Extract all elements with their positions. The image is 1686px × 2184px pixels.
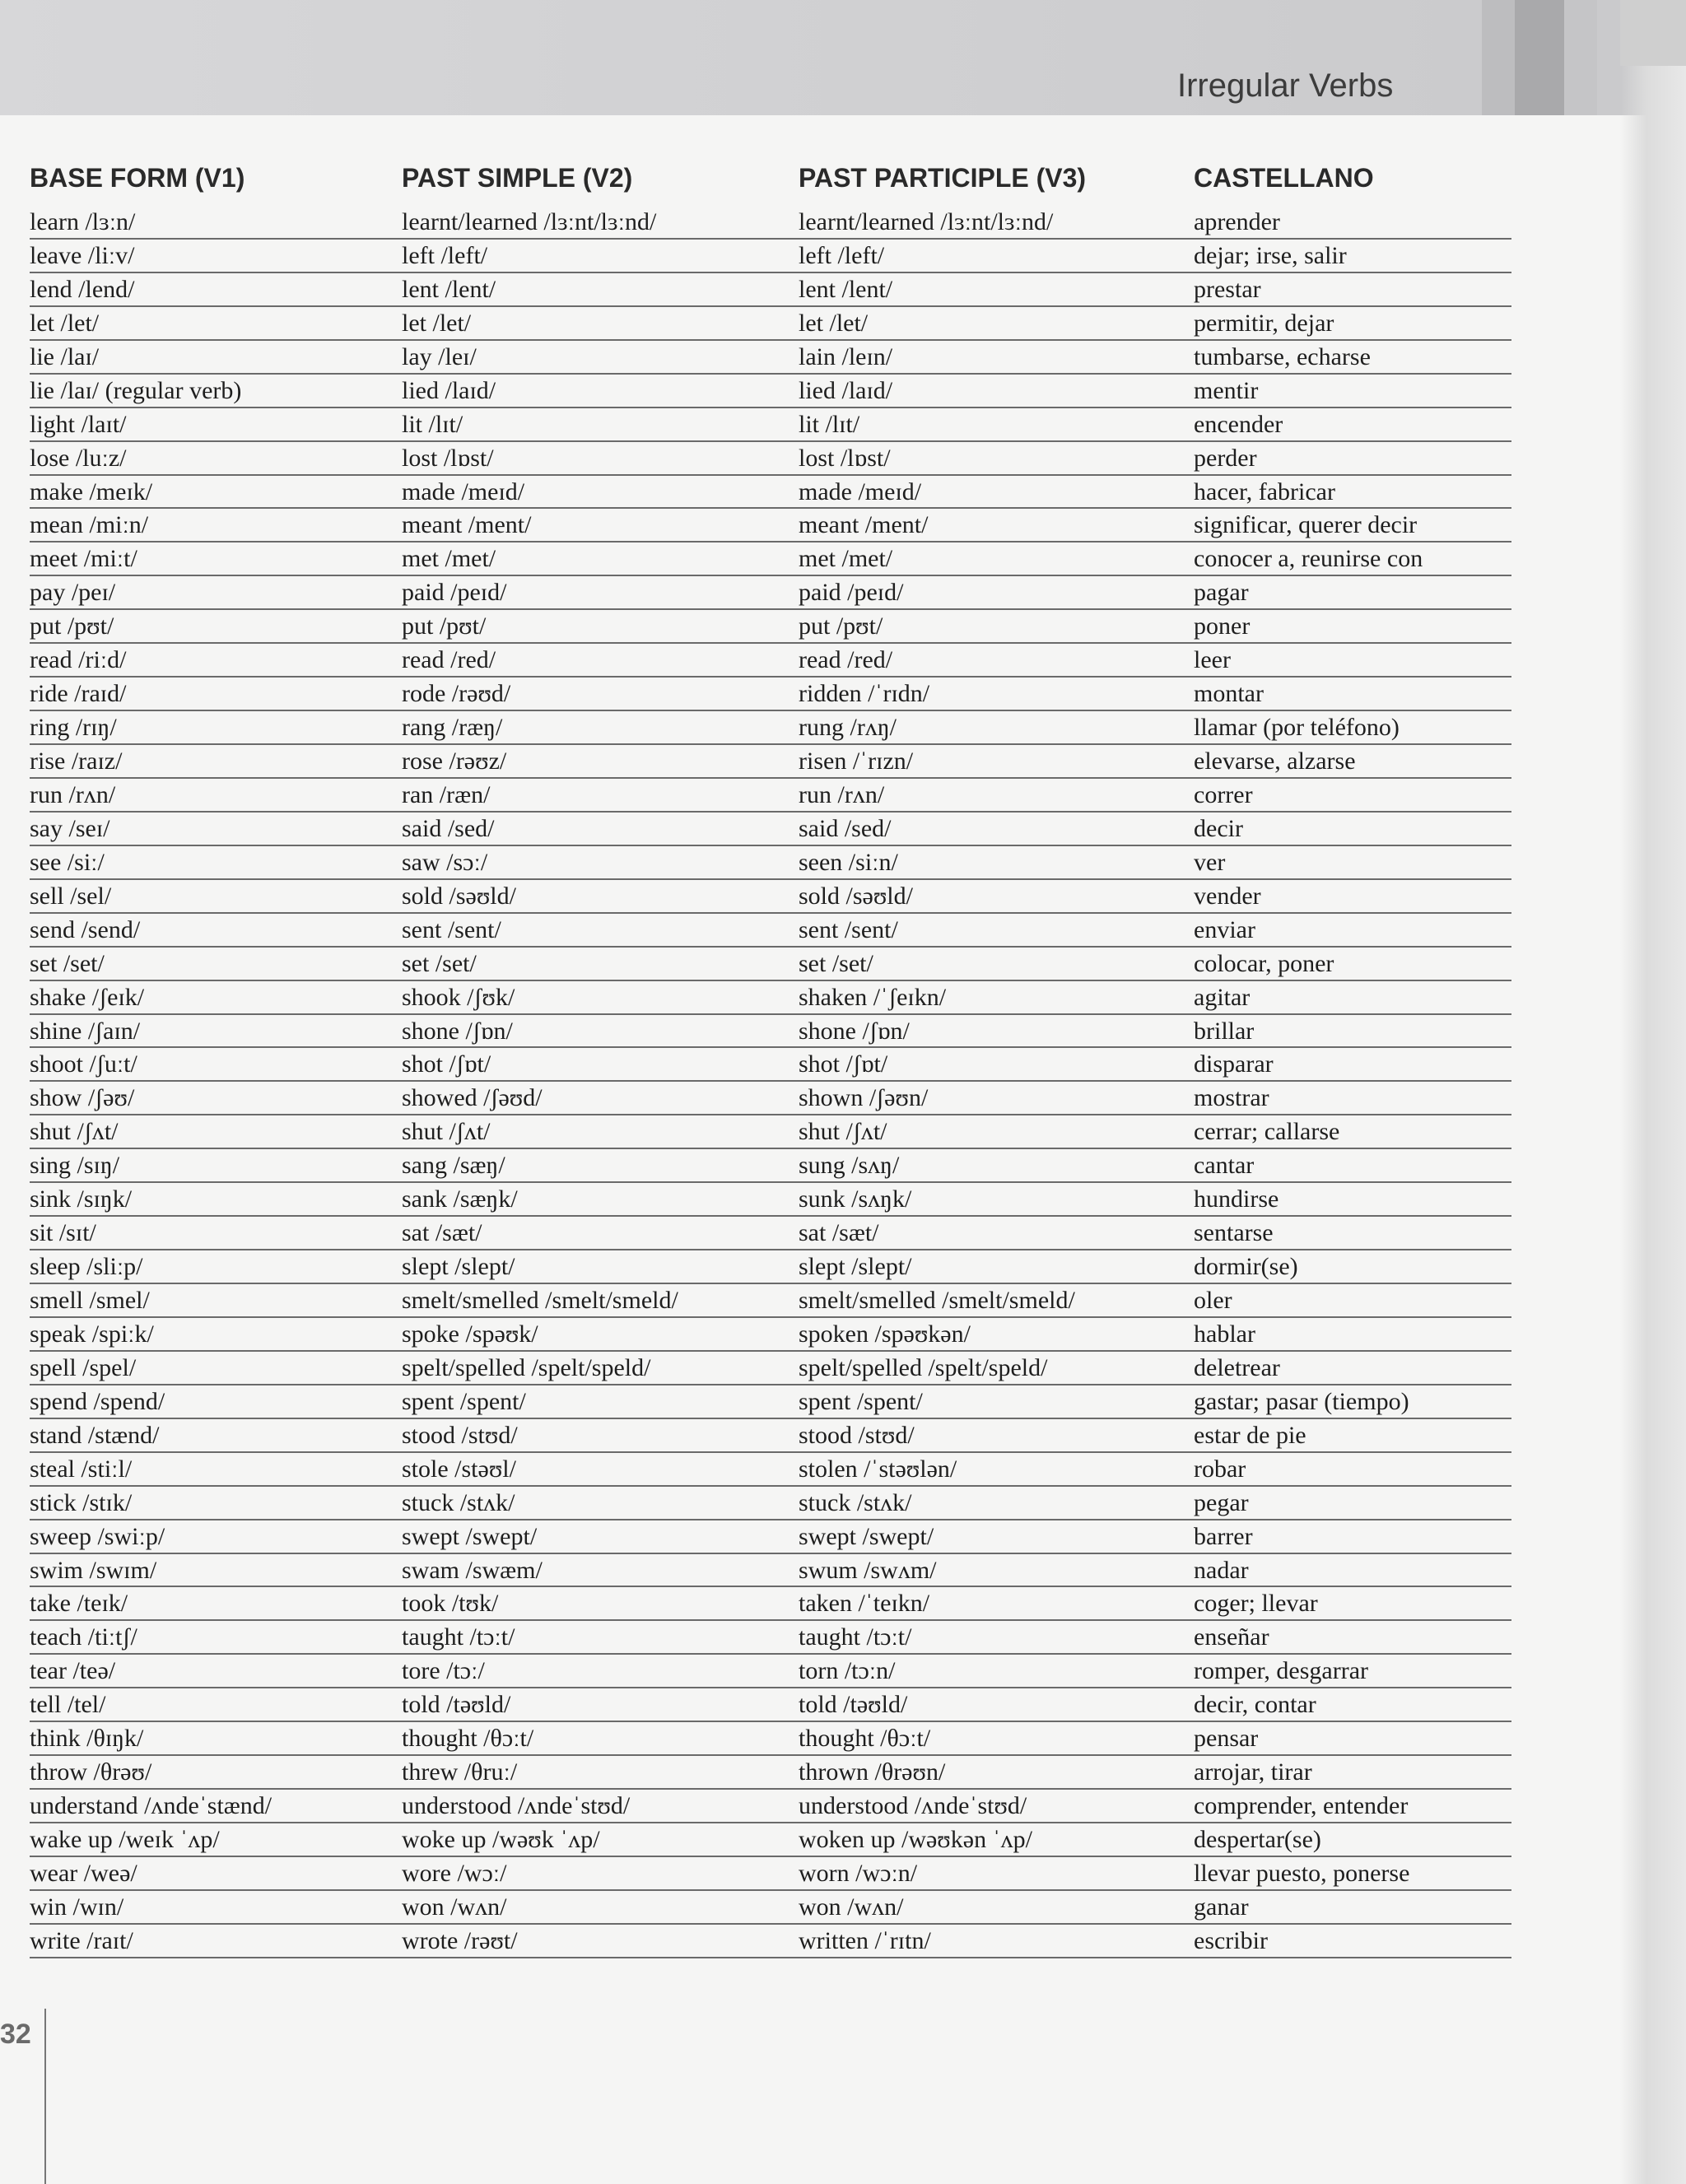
past-simple-cell: rose /rəʊz/ [402,747,507,775]
castellano-cell: pensar [1194,1725,1259,1753]
castellano-cell: poner [1194,612,1251,640]
base-form-cell: meet /miːt/ [30,545,137,573]
past-simple-cell: sent /sent/ [402,915,501,943]
base-form-cell: lend /lend/ [30,275,135,303]
castellano-cell: decir, contar [1194,1691,1316,1719]
past-simple-cell: stuck /stʌk/ [402,1488,515,1516]
past-participle-cell: torn /tɔːn/ [799,1657,896,1685]
base-form-cell: set /set/ [30,949,105,977]
castellano-cell: estar de pie [1194,1421,1306,1449]
past-participle-cell: sat /sæt/ [799,1219,879,1247]
past-participle-cell: paid /peɪd/ [799,579,904,607]
base-form-cell: light /laɪt/ [30,410,127,438]
castellano-cell: pegar [1194,1488,1249,1516]
past-participle-cell: lost /lɒst/ [799,444,891,472]
table-row [30,1756,1511,1790]
past-simple-cell: stole /stəʊl/ [402,1455,516,1483]
base-form-cell: read /riːd/ [30,646,127,674]
base-form-cell: tear /teə/ [30,1657,116,1685]
base-form-cell: learn /lɜːn/ [30,208,136,235]
past-participle-cell: woken up /wəʊkən ˈʌp/ [799,1826,1032,1853]
base-form-cell: spell /spel/ [30,1353,137,1381]
past-participle-cell: risen /ˈrɪzn/ [799,747,914,775]
table-row [30,914,1511,948]
past-simple-cell: sang /sæŋ/ [402,1152,505,1180]
base-form-cell: send /send/ [30,915,141,943]
past-simple-cell: saw /sɔː/ [402,848,488,876]
castellano-cell: robar [1194,1455,1246,1483]
past-simple-cell: put /pʊt/ [402,612,487,640]
past-participle-cell: let /let/ [799,309,869,337]
past-participle-cell: meant /ment/ [799,511,929,539]
past-simple-cell: lost /lɒst/ [402,444,494,472]
past-participle-cell: thought /θɔːt/ [799,1725,931,1753]
past-simple-cell: learnt/learned /lɜːnt/lɜːnd/ [402,208,657,235]
past-simple-cell: woke up /wəʊk ˈʌp/ [402,1826,600,1853]
past-participle-cell: ridden /ˈrɪdn/ [799,680,930,708]
table-row [30,1722,1511,1756]
base-form-cell: sing /sɪŋ/ [30,1152,120,1180]
past-participle-cell: stuck /stʌk/ [799,1488,912,1516]
past-participle-cell: made /meɪd/ [799,477,922,505]
past-simple-cell: stood /stʊd/ [402,1421,518,1449]
table-row [30,1217,1511,1250]
table-row [30,341,1511,375]
table-row [30,1655,1511,1688]
past-simple-cell: threw /θruː/ [402,1758,518,1786]
past-participle-cell: read /red/ [799,646,893,674]
castellano-cell: nadar [1194,1556,1249,1584]
table-row [30,442,1511,476]
past-participle-cell: shaken /ˈʃeɪkn/ [799,983,947,1011]
base-form-cell: tell /tel/ [30,1691,106,1719]
past-simple-cell: made /meɪd/ [402,477,525,505]
past-simple-cell: sat /sæt/ [402,1219,482,1247]
base-form-cell: speak /spiːk/ [30,1320,154,1348]
castellano-cell: ver [1194,848,1226,876]
table-row [30,1487,1511,1520]
past-participle-cell: said /sed/ [799,814,892,842]
past-simple-cell: smelt/smelled /smelt/smeld/ [402,1287,678,1314]
castellano-cell: elevarse, alzarse [1194,747,1356,775]
past-simple-cell: lied /laɪd/ [402,376,496,404]
table-row [30,1048,1511,1082]
castellano-cell: dormir(se) [1194,1253,1298,1281]
past-participle-cell: won /wʌn/ [799,1893,904,1921]
castellano-cell: mostrar [1194,1084,1269,1112]
past-simple-cell: swept /swept/ [402,1522,538,1550]
base-form-cell: lie /laɪ/ (regular verb) [30,376,242,404]
castellano-cell: comprender, entender [1194,1792,1409,1820]
castellano-cell: gastar; pasar (tiempo) [1194,1387,1409,1415]
castellano-cell: cantar [1194,1152,1255,1180]
castellano-cell: permitir, dejar [1194,309,1334,337]
past-participle-cell: lit /lɪt/ [799,410,860,438]
past-simple-cell: swam /swæm/ [402,1556,543,1584]
castellano-cell: leer [1194,646,1231,674]
past-participle-cell: spoken /spəʊkən/ [799,1320,971,1348]
table-row [30,240,1511,273]
table-row [30,1621,1511,1655]
past-participle-cell: shut /ʃʌt/ [799,1118,887,1146]
castellano-cell: llevar puesto, ponerse [1194,1859,1410,1887]
column-header-castellano: CASTELLANO [1194,163,1374,193]
base-form-cell: sell /sel/ [30,882,112,910]
past-participle-cell: sent /sent/ [799,915,898,943]
castellano-cell: ganar [1194,1893,1249,1921]
table-row [30,1419,1511,1453]
base-form-cell: smell /smel/ [30,1287,150,1314]
castellano-cell: conocer a, reunirse con [1194,545,1423,573]
castellano-cell: dejar; irse, salir [1194,241,1347,269]
base-form-cell: steal /stiːl/ [30,1455,133,1483]
table-row [30,1688,1511,1722]
table-header [30,163,1511,203]
castellano-cell: deletrear [1194,1353,1280,1381]
base-form-cell: leave /liːv/ [30,241,135,269]
past-participle-cell: lent /lent/ [799,275,893,303]
castellano-cell: perder [1194,444,1257,472]
base-form-cell: shut /ʃʌt/ [30,1118,119,1146]
table-row [30,1587,1511,1621]
base-form-cell: shake /ʃeɪk/ [30,983,145,1011]
castellano-cell: barrer [1194,1522,1253,1550]
past-simple-cell: meant /ment/ [402,511,532,539]
base-form-cell: stand /stænd/ [30,1421,160,1449]
table-row [30,1857,1511,1891]
castellano-cell: decir [1194,814,1243,842]
table-row [30,1250,1511,1284]
past-participle-cell: taught /tɔːt/ [799,1623,912,1651]
table-row [30,779,1511,813]
castellano-cell: aprender [1194,208,1280,235]
column-header-base-form: BASE FORM (V1) [30,163,245,193]
base-form-cell: shine /ʃaɪn/ [30,1017,141,1045]
table-row [30,1790,1511,1823]
table-row [30,1183,1511,1217]
past-simple-cell: thought /θɔːt/ [402,1725,534,1753]
past-participle-cell: left /left/ [799,241,885,269]
base-form-cell: run /rʌn/ [30,780,116,808]
table-row [30,476,1511,510]
castellano-cell: escribir [1194,1926,1268,1954]
past-simple-cell: ran /ræn/ [402,780,491,808]
castellano-cell: hablar [1194,1320,1255,1348]
header-tab-shade [1482,0,1515,115]
base-form-cell: wear /weə/ [30,1859,137,1887]
castellano-cell: llamar (por teléfono) [1194,714,1400,742]
table-row [30,1385,1511,1419]
castellano-cell: colocar, poner [1194,949,1334,977]
past-participle-cell: shown /ʃəʊn/ [799,1084,929,1112]
past-simple-cell: set /set/ [402,949,477,977]
past-participle-cell: sold /səʊld/ [799,882,913,910]
castellano-cell: vender [1194,882,1261,910]
past-participle-cell: slept /slept/ [799,1253,912,1281]
table-row [30,846,1511,880]
table-row [30,1453,1511,1487]
table-row [30,1149,1511,1183]
past-participle-cell: seen /siːn/ [799,848,898,876]
past-simple-cell: wrote /rəʊt/ [402,1926,518,1954]
table-row [30,1284,1511,1318]
past-simple-cell: shut /ʃʌt/ [402,1118,491,1146]
castellano-cell: sentarse [1194,1219,1274,1247]
castellano-cell: agitar [1194,983,1251,1011]
base-form-cell: pay /peɪ/ [30,579,116,607]
past-simple-cell: shook /ʃʊk/ [402,983,515,1011]
base-form-cell: ring /rɪŋ/ [30,714,117,742]
past-simple-cell: wore /wɔː/ [402,1859,507,1887]
base-form-cell: make /meɪk/ [30,477,153,505]
castellano-cell: brillar [1194,1017,1255,1045]
past-simple-cell: sank /sæŋk/ [402,1185,518,1213]
past-participle-cell: swum /swʌm/ [799,1556,937,1584]
past-simple-cell: shone /ʃɒn/ [402,1017,513,1045]
past-participle-cell: rung /rʌŋ/ [799,714,897,742]
past-simple-cell: read /red/ [402,646,496,674]
irregular-verbs-table [30,206,1511,1958]
table-row [30,1352,1511,1385]
past-simple-cell: paid /peɪd/ [402,579,507,607]
table-row [30,408,1511,442]
past-simple-cell: understood /ʌndeˈstʊd/ [402,1792,631,1820]
castellano-cell: encender [1194,410,1283,438]
base-form-cell: throw /θrəʊ/ [30,1758,152,1786]
past-simple-cell: told /təʊld/ [402,1691,511,1719]
past-participle-cell: smelt/smelled /smelt/smeld/ [799,1287,1075,1314]
base-form-cell: think /θɪŋk/ [30,1725,144,1753]
castellano-cell: enviar [1194,915,1255,943]
column-header-past-simple: PAST SIMPLE (V2) [402,163,633,193]
table-row [30,1823,1511,1857]
base-form-cell: say /seɪ/ [30,814,110,842]
past-simple-cell: took /tʊk/ [402,1590,499,1618]
past-simple-cell: slept /slept/ [402,1253,515,1281]
table-row [30,711,1511,745]
past-simple-cell: tore /tɔː/ [402,1657,485,1685]
past-simple-cell: won /wʌn/ [402,1893,507,1921]
past-participle-cell: lain /leɪn/ [799,342,893,370]
table-row [30,880,1511,914]
table-row [30,948,1511,981]
header-band [0,0,1686,115]
base-form-cell: sweep /swiːp/ [30,1522,165,1550]
base-form-cell: win /wɪn/ [30,1893,124,1921]
past-participle-cell: written /ˈrɪtn/ [799,1926,931,1954]
table-row [30,1554,1511,1588]
past-simple-cell: lit /lɪt/ [402,410,463,438]
past-simple-cell: left /left/ [402,241,488,269]
castellano-cell: cerrar; callarse [1194,1118,1340,1146]
past-simple-cell: sold /səʊld/ [402,882,516,910]
past-simple-cell: rang /ræŋ/ [402,714,503,742]
header-tab-dark [1515,0,1564,115]
past-simple-cell: let /let/ [402,309,472,337]
header-tab-light [1564,0,1597,115]
castellano-cell: arrojar, tirar [1194,1758,1312,1786]
table-row [30,1082,1511,1115]
table-row [30,1925,1511,1958]
table-row [30,576,1511,610]
past-simple-cell: said /sed/ [402,814,495,842]
past-participle-cell: told /təʊld/ [799,1691,908,1719]
castellano-cell: enseñar [1194,1623,1269,1651]
section-title: Irregular Verbs [1177,68,1394,104]
table-row [30,375,1511,408]
past-participle-cell: set /set/ [799,949,873,977]
castellano-cell: significar, querer decir [1194,511,1418,539]
table-row [30,813,1511,846]
past-participle-cell: taken /ˈteɪkn/ [799,1590,930,1618]
past-participle-cell: shone /ʃɒn/ [799,1017,910,1045]
base-form-cell: rise /raɪz/ [30,747,123,775]
base-form-cell: let /let/ [30,309,100,337]
past-participle-cell: run /rʌn/ [799,780,885,808]
table-row [30,206,1511,240]
page-edge-shadow [1620,0,1686,2184]
past-simple-cell: spent /spent/ [402,1387,526,1415]
past-participle-cell: learnt/learned /lɜːnt/lɜːnd/ [799,208,1054,235]
base-form-cell: mean /miːn/ [30,511,149,539]
base-form-cell: put /pʊt/ [30,612,114,640]
castellano-cell: coger; llevar [1194,1590,1318,1618]
past-participle-cell: met /met/ [799,545,893,573]
past-simple-cell: rode /rəʊd/ [402,680,511,708]
base-form-cell: shoot /ʃuːt/ [30,1050,137,1078]
castellano-cell: tumbarse, echarse [1194,342,1371,370]
base-form-cell: lose /luːz/ [30,444,127,472]
table-row [30,981,1511,1015]
castellano-cell: hacer, fabricar [1194,477,1335,505]
past-participle-cell: swept /swept/ [799,1522,934,1550]
past-participle-cell: worn /wɔːn/ [799,1859,918,1887]
base-form-cell: sit /sɪt/ [30,1219,96,1247]
castellano-cell: pagar [1194,579,1249,607]
base-form-cell: swim /swɪm/ [30,1556,157,1584]
page-edge-corner [1620,0,1686,66]
castellano-cell: oler [1194,1287,1232,1314]
base-form-cell: lie /laɪ/ [30,342,100,370]
page-margin-rule [44,2009,46,2184]
table-row [30,1891,1511,1925]
table-row [30,745,1511,779]
castellano-cell: romper, desgarrar [1194,1657,1369,1685]
past-participle-cell: sung /sʌŋ/ [799,1152,900,1180]
table-row [30,273,1511,307]
table-row [30,678,1511,711]
base-form-cell: spend /spend/ [30,1387,165,1415]
table-row [30,1015,1511,1049]
past-participle-cell: spelt/spelled /spelt/speld/ [799,1353,1048,1381]
base-form-cell: teach /tiːtʃ/ [30,1623,137,1651]
table-row [30,1318,1511,1352]
past-participle-cell: shot /ʃɒt/ [799,1050,888,1078]
past-participle-cell: stood /stʊd/ [799,1421,915,1449]
castellano-cell: montar [1194,680,1264,708]
base-form-cell: ride /raɪd/ [30,680,127,708]
past-simple-cell: spelt/spelled /spelt/speld/ [402,1353,651,1381]
table-row [30,610,1511,644]
base-form-cell: take /teɪk/ [30,1590,128,1618]
base-form-cell: wake up /weɪk ˈʌp/ [30,1826,220,1853]
past-simple-cell: taught /tɔːt/ [402,1623,515,1651]
column-header-past-participle: PAST PARTICIPLE (V3) [799,163,1087,193]
base-form-cell: understand /ʌndeˈstænd/ [30,1792,272,1820]
castellano-cell: hundirse [1194,1185,1279,1213]
past-participle-cell: sunk /sʌŋk/ [799,1185,912,1213]
base-form-cell: sink /sɪŋk/ [30,1185,133,1213]
table-row [30,509,1511,543]
table-row [30,1520,1511,1554]
castellano-cell: disparar [1194,1050,1274,1078]
past-participle-cell: understood /ʌndeˈstʊd/ [799,1792,1027,1820]
base-form-cell: stick /stɪk/ [30,1488,133,1516]
base-form-cell: write /raɪt/ [30,1926,133,1954]
past-participle-cell: stolen /ˈstəʊlən/ [799,1455,957,1483]
castellano-cell: mentir [1194,376,1259,404]
past-participle-cell: lied /laɪd/ [799,376,893,404]
castellano-cell: prestar [1194,275,1261,303]
past-simple-cell: met /met/ [402,545,496,573]
table-row [30,543,1511,576]
castellano-cell: correr [1194,780,1253,808]
past-simple-cell: lent /lent/ [402,275,496,303]
table-row [30,644,1511,678]
past-simple-cell: showed /ʃəʊd/ [402,1084,543,1112]
past-simple-cell: shot /ʃɒt/ [402,1050,491,1078]
past-participle-cell: thrown /θrəʊn/ [799,1758,946,1786]
past-simple-cell: lay /leɪ/ [402,342,477,370]
past-simple-cell: spoke /spəʊk/ [402,1320,538,1348]
past-participle-cell: spent /spent/ [799,1387,923,1415]
castellano-cell: despertar(se) [1194,1826,1321,1853]
past-participle-cell: put /pʊt/ [799,612,883,640]
base-form-cell: show /ʃəʊ/ [30,1084,135,1112]
table-row [30,307,1511,341]
base-form-cell: see /siː/ [30,848,105,876]
page-number: 32 [0,2019,31,2050]
base-form-cell: sleep /sliːp/ [30,1253,143,1281]
table-row [30,1115,1511,1149]
